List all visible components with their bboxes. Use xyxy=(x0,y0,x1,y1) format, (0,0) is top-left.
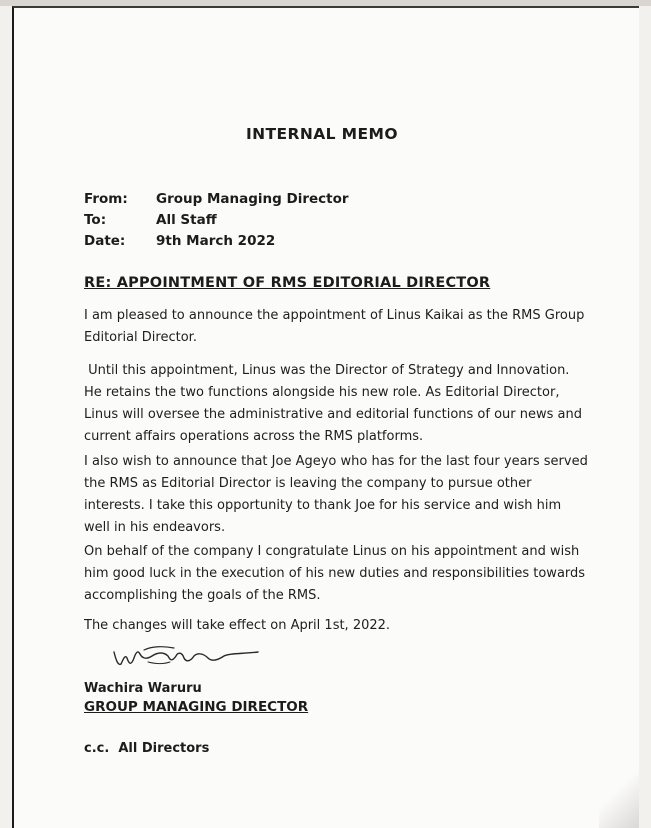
paragraph-appointment xyxy=(84,305,604,349)
paragraph-line: I am pleased to announce the appointment of Linus Kaikai as the RMS Group xyxy=(84,308,585,323)
paragraph-line: The changes will take effect on April 1st, 2022. xyxy=(84,618,391,633)
signer-name: Wachira Waruru xyxy=(84,681,202,696)
from-label: From: xyxy=(84,191,128,207)
memo-subject: RE: APPOINTMENT OF RMS EDITORIAL DIRECTOR xyxy=(84,275,491,291)
paragraph-line: accomplishing the goals of the RMS. xyxy=(84,588,321,603)
paragraph-line: He retains the two functions alongside his new role. As Editorial Director, xyxy=(84,385,560,400)
to-value: All Staff xyxy=(156,212,217,228)
paragraph-congratulations xyxy=(84,541,604,607)
paragraph-line: current affairs operations across the RMS platforms. xyxy=(84,429,424,444)
memo-title: INTERNAL MEMO xyxy=(246,125,398,143)
date-value: 9th March 2022 xyxy=(156,233,276,249)
handwritten-signature xyxy=(108,640,268,676)
signer-title: GROUP MANAGING DIRECTOR xyxy=(84,699,309,715)
from-value: Group Managing Director xyxy=(156,191,349,207)
paragraph-departure xyxy=(84,451,604,539)
paragraph-line: Linus will oversee the administrative and editorial functions of our news and xyxy=(84,407,582,422)
date-label: Date: xyxy=(84,233,126,249)
paragraph-line: On behalf of the company I congratulate Linus on his appointment and wish xyxy=(84,544,580,559)
paragraph-line: Until this appointment, Linus was the Director of Strategy and Innovation. xyxy=(84,363,570,378)
cc-line: c.c. All Directors xyxy=(84,741,210,756)
paragraph-line: interests. I take this opportunity to thank Joe for his service and wish him xyxy=(84,498,562,513)
to-label: To: xyxy=(84,212,107,228)
paragraph-role xyxy=(84,360,604,448)
paragraph-line: the RMS as Editorial Director is leaving the company to pursue other xyxy=(84,476,532,491)
paragraph-effective-date xyxy=(84,615,604,637)
page-corner-shadow xyxy=(599,768,639,828)
paragraph-line: I also wish to announce that Joe Ageyo who has for the last four years served xyxy=(84,454,588,469)
paragraph-line: Editorial Director. xyxy=(84,330,197,345)
paragraph-line: him good luck in the execution of his new duties and responsibilities towards xyxy=(84,566,586,581)
paragraph-line: well in his endeavors. xyxy=(84,520,226,535)
